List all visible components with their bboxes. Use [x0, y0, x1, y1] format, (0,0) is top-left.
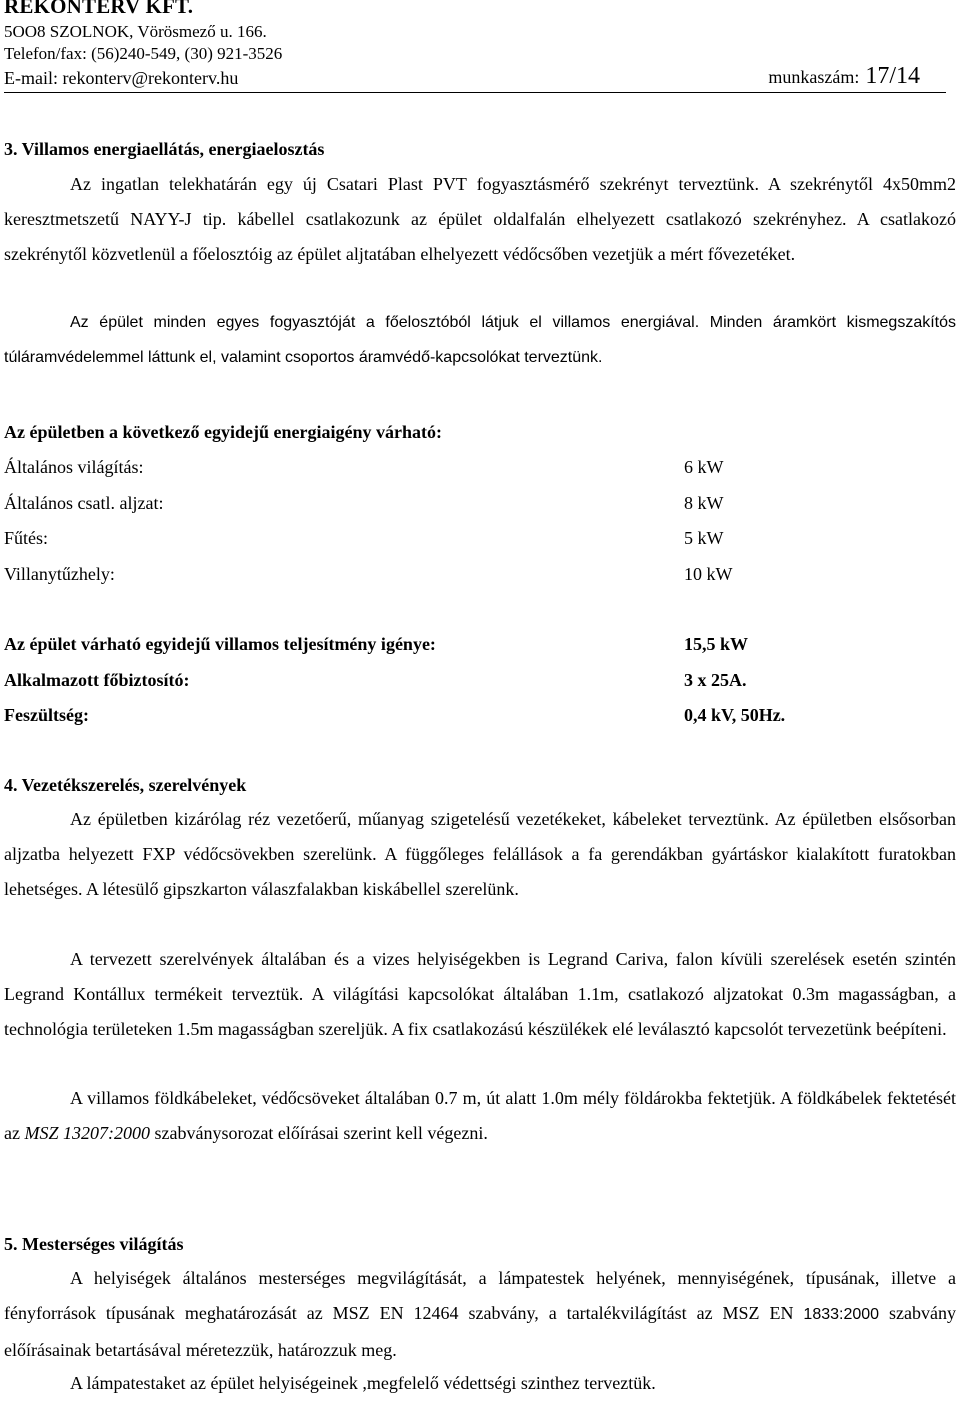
worksheet-value: 17/14 [865, 63, 920, 89]
section3-heading: 3. Villamos energiaellátás, energiaelosztás [4, 139, 325, 159]
section3-p2-text: Az épület minden egyes fogyasztóját a főelosztóból látjuk el villamos energiával. [70, 314, 700, 331]
demand-value: 10 kW [684, 563, 733, 584]
summary-row [4, 633, 944, 669]
section4-p3-tail: szabványsorozat előírásai szerint kell végezni. [149, 1122, 488, 1143]
demand-label: Villanytűzhely: [4, 563, 115, 584]
summary-row [4, 704, 944, 740]
summary-label: Feszültség: [4, 705, 89, 725]
section5-paragraph-2: A lámpatestaket az épület helyiségeinek ,megfelelő védettségi szinthez terveztük. [70, 1373, 656, 1393]
demand-summary-table [4, 633, 944, 740]
section5-p1-tail: szabvány előírásainak betartásával méretezzük, határozzuk meg. [4, 1302, 956, 1360]
demand-row [4, 527, 944, 563]
demand-row [4, 563, 944, 599]
section4-paragraph-3 [4, 1081, 956, 1151]
demand-heading: Az épületben a következő egyidejű energiaigény várható: [4, 422, 442, 442]
company-address: 5OO8 SZOLNOK, Vörösmező u. 166. [4, 22, 267, 41]
section4-heading: 4. Vezetékszerelés, szerelvények [4, 775, 247, 795]
demand-label: Általános világítás: [4, 457, 144, 477]
company-phone: Telefon/fax: (56)240-549, (30) 921-3526 [4, 44, 283, 63]
section5-paragraph-1 [4, 1261, 956, 1367]
demand-label: Általános csatl. aljzat: [4, 492, 164, 513]
summary-label: Az épület várható egyidejű villamos teljesítmény igénye: [4, 634, 436, 654]
demand-value: 6 kW [684, 457, 724, 477]
summary-value: 15,5 kW [684, 634, 749, 654]
summary-value: 0,4 kV, 50Hz. [684, 705, 786, 725]
demand-label: Fűtés: [4, 528, 49, 548]
summary-label: Alkalmazott főbiztosító: [4, 669, 190, 690]
section5-standard: 1833:2000 [803, 1305, 880, 1323]
company-email: E-mail: rekonterv@rekonterv.hu [4, 68, 239, 88]
summary-value: 3 x 25A. [684, 669, 747, 690]
section3-paragraph-2 [4, 306, 956, 376]
section3-p1-text: Az ingatlan telekhatárán egy új Csatari Plast PVT fogyasztásmérő szekrényt terveztünk. A szekrénytől 4x50mm2 keresztmetszetű NAYY-J tip. kábellel csatlakozunk az épület oldalfalán elhelyezett csatlakozó szekrényhez. [4, 174, 956, 229]
section4-paragraph-1: Az épületben kizárólag réz vezetőerű, műanyag szigetelésű vezetékeket, kábeleket terveztünk. Az épületben elsősorban aljzatba helyezett FXP védőcsövekben szerelünk. A függőleges felállások a fa gerendákban gyártáskor kialakított furatokban lehetséges. A létesülő gipszkarton válaszfalakban kiskábellel szerelünk. [4, 809, 956, 899]
section5-p1-text: A helyiségek általános mesterséges megvilágítását, a lámpatestek helyének, mennyiségének, típusának, illetve a fényforrások típusának meghatározását az MSZ EN 12464 szabvány, a tartalékvilágítást az MSZ EN [4, 1268, 956, 1323]
worksheet-number [768, 63, 920, 90]
demand-table [4, 456, 944, 598]
summary-row [4, 669, 944, 705]
demand-value: 5 kW [684, 528, 724, 548]
company-name: REKONTERV KFT. [4, 0, 194, 18]
header-divider [4, 92, 946, 93]
section4-p3-text: A villamos földkábeleket, védőcsöveket általában 0.7 m, út alatt 1.0m mély földárokba fektetjük. A földkábelek fektetését az [4, 1088, 956, 1143]
demand-row [4, 492, 944, 528]
demand-row [4, 456, 944, 492]
standard-reference: MSZ 13207:2000 [24, 1122, 150, 1143]
worksheet-label: munkaszám: [768, 67, 860, 87]
section3-p2b-text: Minden áramkört kismegszakítós túláramvédelemmel láttunk el, valamint csoportos áramvédő-kapcsolókat terveztünk. [4, 314, 957, 366]
section3-paragraph-1 [4, 167, 956, 271]
section5-heading: 5. Mesterséges világítás [4, 1234, 184, 1254]
section4-paragraph-2: A tervezett szerelvények általában és a vizes helyiségekben is Legrand Cariva, falon kívüli szerelések esetén szintén Legrand Kontállux termékeit terveztük. A világítási kapcsolókat általában 1.1m, csatlakozó aljzatokat 0.3m magasságban, a technológia területeken 1.5m magasságban szereljük. A fix csatlakozású készülékek elé leválasztó kapcsolót tervezetünk beépíteni. [4, 949, 956, 1039]
section3-p1b-text: A csatlakozó szekrénytől közvetlenül a főelosztóig az épület aljtatában elhelyezett védőcsőben vezetjük a mért fővezetéket. [4, 208, 956, 264]
demand-value: 8 kW [684, 492, 724, 513]
